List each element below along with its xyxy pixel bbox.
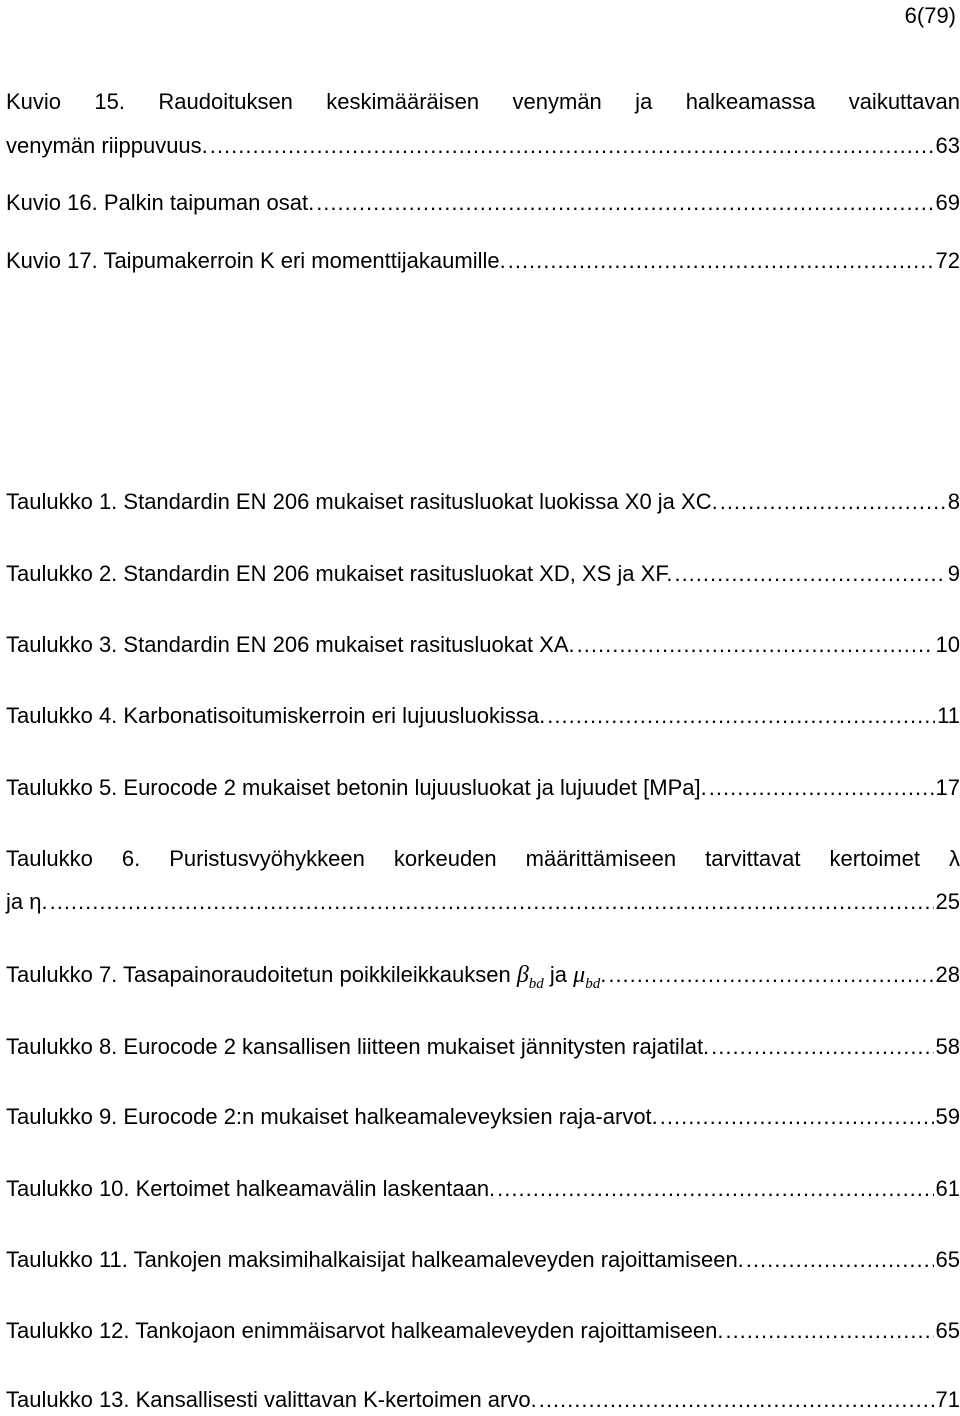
dot-leader <box>725 1315 933 1347</box>
page-number: 6(79) <box>904 3 956 28</box>
dot-leader <box>608 959 933 991</box>
figure-entry-16[interactable] <box>6 187 960 219</box>
table-entry-7[interactable] <box>6 959 960 991</box>
dot-leader <box>660 1101 934 1133</box>
mu-bd-symbol: $\mu_{bd}$ <box>573 962 601 992</box>
entry-title: Taulukko 3. Standardin EN 206 mukaiset rasitusluokat XA. <box>6 632 575 657</box>
table-entry-1[interactable] <box>6 486 960 518</box>
entry-title: Taulukko 1. Standardin EN 206 mukaiset rasitusluokat luokissa X0 ja XC. <box>6 489 718 514</box>
entry-page: 71 <box>935 1387 960 1412</box>
table-entry-8[interactable] <box>6 1031 960 1063</box>
entry-page: 69 <box>935 190 960 215</box>
dot-leader <box>539 1384 934 1416</box>
table-entry-5[interactable] <box>6 772 960 804</box>
table-entry-13[interactable] <box>6 1384 960 1416</box>
table-entry-6[interactable] <box>6 886 960 918</box>
entry-title: Kuvio 17. Taipumakerroin K eri momenttijakaumille. <box>6 248 506 273</box>
dot-leader <box>508 245 934 277</box>
entry-page: 11 <box>937 703 960 728</box>
table-entry-9[interactable] <box>6 1101 960 1133</box>
beta-bd-symbol: $\beta_{bd}$ <box>516 962 544 992</box>
entry-title: Taulukko 12. Tankojaon enimmäisarvot halkeamaleveyden rajoittamiseen. <box>6 1318 724 1343</box>
entry-page: 10 <box>935 632 960 657</box>
entry-page: 17 <box>935 775 960 800</box>
entry-title <box>6 959 606 1000</box>
dot-leader <box>210 130 934 162</box>
dot-leader <box>746 1244 934 1276</box>
entry-title: ja η. <box>6 889 48 914</box>
dot-leader <box>720 486 946 518</box>
dot-leader <box>316 187 933 219</box>
entry-title: Taulukko 5. Eurocode 2 mukaiset betonin lujuusluokat ja lujuudet [MPa]. <box>6 775 707 800</box>
entry-title: Taulukko 10. Kertoimet halkeamavälin laskentaan. <box>6 1176 496 1201</box>
entry-page: 65 <box>935 1318 960 1343</box>
entry-page: 8 <box>947 489 960 514</box>
table-entry-10[interactable] <box>6 1173 960 1205</box>
entry-page: 65 <box>935 1247 960 1272</box>
entry-page: 25 <box>935 889 960 914</box>
entry-title: Taulukko 4. Karbonatisoitumiskerroin eri lujuusluokissa. <box>6 703 546 728</box>
entry-title: Taulukko 2. Standardin EN 206 mukaiset rasitusluokat XD, XS ja XF. <box>6 561 673 586</box>
entry-page: 59 <box>935 1104 960 1129</box>
dot-leader <box>577 629 934 661</box>
figure-entry-15-line1: Kuvio 15. Raudoituksen keskimääräisen venymän ja halkeamassa vaikuttavan <box>6 89 960 114</box>
entry-title: Taulukko 11. Tankojen maksimihalkaisijat halkeamaleveyden rajoittamiseen. <box>6 1247 744 1272</box>
entry-title: Kuvio 16. Palkin taipuman osat. <box>6 190 315 215</box>
entry-title: Taulukko 9. Eurocode 2:n mukaiset halkeamaleveyksien raja-arvot. <box>6 1104 658 1129</box>
table-entry-6-line1: Taulukko 6. Puristusvyöhykkeen korkeuden määrittämiseen tarvittavat kertoimet λ <box>6 846 960 871</box>
table-entry-3[interactable] <box>6 629 960 661</box>
entry-page: 61 <box>935 1176 960 1201</box>
entry-page: 28 <box>935 962 960 987</box>
entry-title-mid: ja <box>549 962 568 987</box>
entry-title: venymän riippuvuus. <box>6 133 208 158</box>
dot-leader <box>711 1031 933 1063</box>
figure-entry-15[interactable] <box>6 130 960 162</box>
figure-entry-17[interactable] <box>6 245 960 277</box>
table-entry-11[interactable] <box>6 1244 960 1276</box>
table-entry-2[interactable] <box>6 558 960 590</box>
entry-title: Taulukko 13. Kansallisesti valittavan K-kertoimen arvo. <box>6 1387 537 1412</box>
table-entry-12[interactable] <box>6 1315 960 1347</box>
dot-leader <box>709 772 934 804</box>
table-entry-4[interactable] <box>6 700 960 732</box>
entry-page: 58 <box>935 1034 960 1059</box>
dot-leader <box>547 700 935 732</box>
dot-leader <box>674 558 945 590</box>
entry-page: 9 <box>947 561 960 586</box>
entry-title-prefix: Taulukko 7. Tasapainoraudoitetun poikkileikkauksen <box>6 962 511 987</box>
dot-leader <box>497 1173 933 1205</box>
entry-page: 63 <box>935 133 960 158</box>
entry-page: 72 <box>935 248 960 273</box>
dot-leader <box>50 886 934 918</box>
entry-title: Taulukko 8. Eurocode 2 kansallisen liitteen mukaiset jännitysten rajatilat. <box>6 1034 710 1059</box>
entry-title-suffix: . <box>600 962 607 987</box>
